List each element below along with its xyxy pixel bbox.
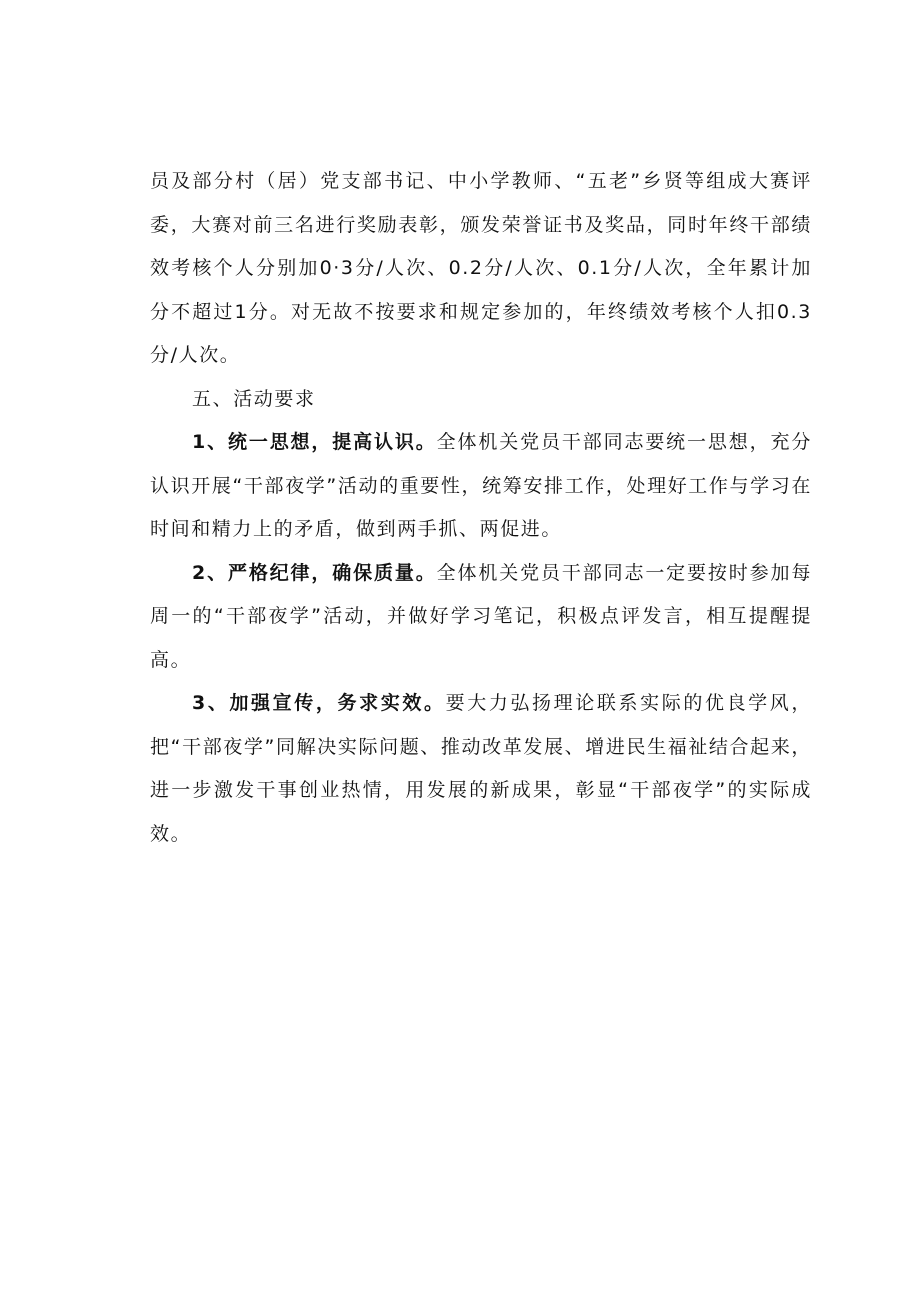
requirement-item-2: [150, 552, 812, 683]
paragraph-continuation: 员及部分村（居）党支部书记、中小学教师、“五老”乡贤等组成大赛评委，大赛对前三名进行奖励表彰，颁发荣誉证书及奖品，同时年终干部绩效考核个人分别加0·3分/人次、0.2分/人次、0.1分/人次，全年累计加分不超过1分。对无故不按要求和规定参加的，年终绩效考核个人扣0.3分/人次。: [150, 170, 812, 366]
requirement-body-3: 要大力弘扬理论联系实际的优良学风，把“干部夜学”同解决实际问题、推动改革发展、增进民生福祉结合起来，进一步激发干事创业热情，用发展的新成果，彰显“干部夜学”的实际成效。: [150, 692, 813, 845]
requirement-body-2: 全体机关党员干部同志一定要按时参加每周一的“干部夜学”活动，并做好学习笔记，积极点评发言，相互提醒提高。: [150, 561, 812, 671]
requirement-title-1: 1、统一思想，提高认识。: [192, 431, 437, 453]
requirement-title-2: 2、严格纪律，确保质量。: [192, 561, 437, 584]
requirement-title-3: 3、加强宣传，务求实效。: [192, 692, 446, 714]
document-body: [150, 160, 812, 856]
section-heading: 五、活动要求: [192, 387, 316, 410]
requirement-item-1: [150, 421, 812, 552]
requirement-item-3: [150, 682, 812, 856]
requirement-body-1: 全体机关党员干部同志要统一思想，充分认识开展“干部夜学”活动的重要性，统筹安排工作，处理好工作与学习在时间和精力上的矛盾，做到两手抓、两促进。: [150, 431, 812, 540]
